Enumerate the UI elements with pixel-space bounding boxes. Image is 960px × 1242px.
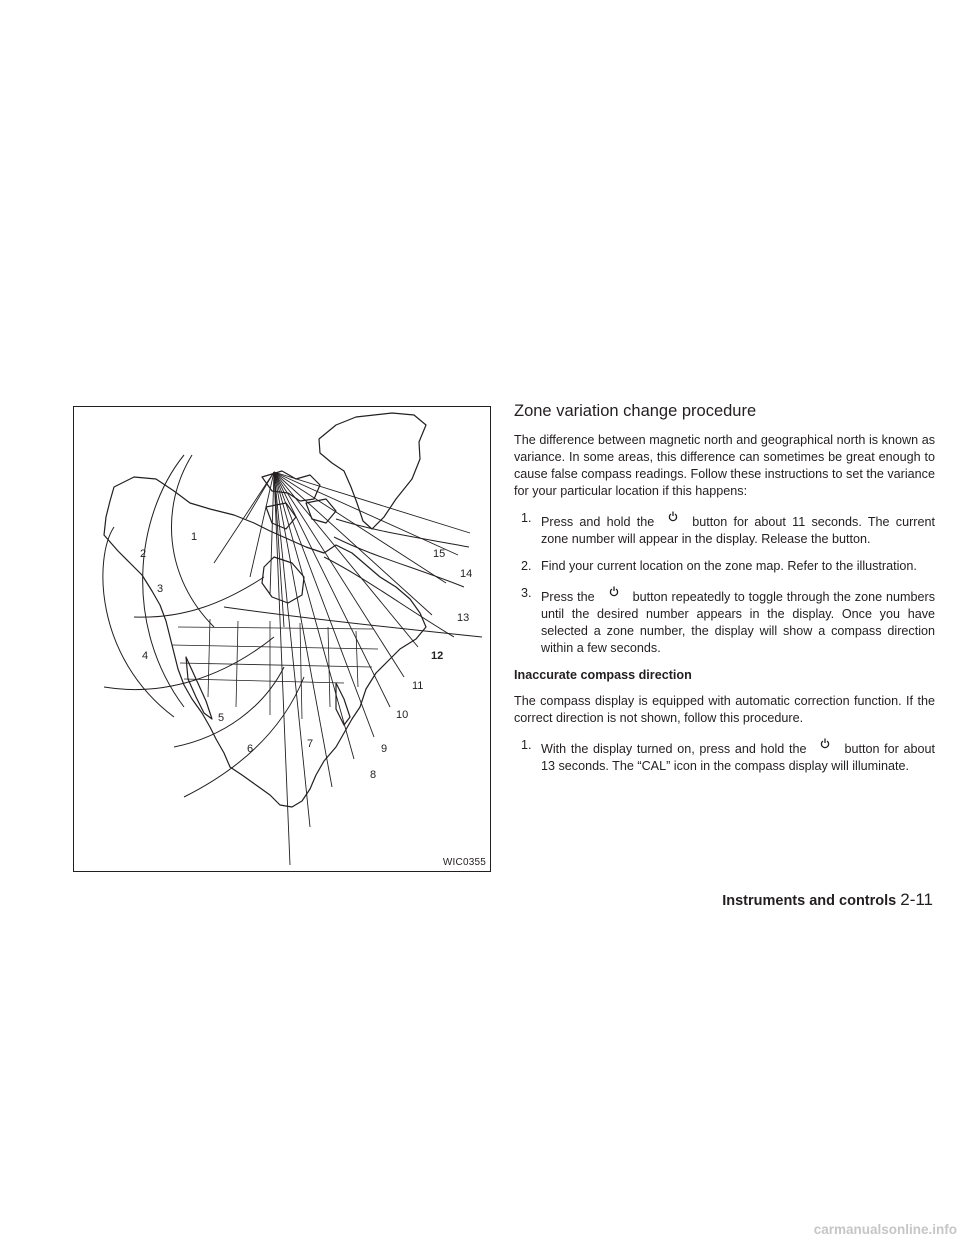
page-footer: [722, 890, 933, 910]
step-2: [514, 558, 935, 575]
power-icon: [654, 510, 692, 527]
zone-label-4: 4: [142, 650, 149, 662]
step-text-before: Press and hold the: [541, 515, 655, 529]
step-text: Find your current location on the zone map. Refer to the illustration.: [541, 559, 917, 573]
power-icon: [595, 585, 633, 602]
step-number: 3.: [521, 586, 532, 600]
figure-id-label: WIC0355: [442, 857, 486, 868]
power-icon: [806, 737, 844, 754]
page-number: 2-11: [900, 890, 933, 909]
step-text-before: With the display turned on, press and hold the: [541, 742, 807, 756]
watermark: carmanualsonline.info: [813, 1222, 957, 1237]
step-1: [514, 510, 935, 548]
footer-section-name: Instruments and controls: [722, 893, 897, 909]
zone-label-14: 14: [460, 568, 473, 580]
zone-label-8: 8: [370, 769, 377, 781]
zone-label-3: 3: [157, 583, 164, 595]
step-number: 1.: [521, 511, 532, 525]
zone-label-7: 7: [307, 738, 314, 750]
zone-map-figure: [73, 406, 491, 872]
step-text-before: Press the: [541, 590, 595, 604]
section-title: Zone variation change procedure: [514, 402, 757, 420]
subsection-steps: [514, 737, 935, 775]
subsection-title: Inaccurate compass direction: [514, 668, 692, 682]
zone-label-12: 12: [431, 650, 444, 662]
zone-label-9: 9: [381, 743, 388, 755]
zone-label-10: 10: [396, 709, 409, 721]
zone-label-6: 6: [247, 743, 254, 755]
zone-label-1: 1: [191, 531, 198, 543]
zone-label-13: 13: [457, 612, 470, 624]
step-number: 2.: [521, 559, 532, 573]
subsection-intro: The compass display is equipped with automatic correction function. If the correct direction is not shown, follow this procedure.: [514, 694, 935, 725]
step-number: 1.: [521, 738, 532, 752]
step-text-after: button for about 11 seconds. The current zone number will appear in the display. Release the button.: [541, 515, 935, 546]
step-text-after: button repeatedly to toggle through the zone numbers until the desired number appears in the display. Once you have selected a zone number, the display will show a compass direction within a few seconds.: [541, 590, 935, 655]
section-steps: [514, 510, 935, 657]
zone-label-5: 5: [218, 712, 225, 724]
zone-label-15: 15: [433, 548, 446, 560]
text-column: [514, 400, 935, 785]
step-text-after: button for about 13 seconds. The “CAL” icon in the compass display will illuminate.: [541, 742, 935, 773]
zone-map-illustration: [74, 407, 489, 870]
north-america-outline: [104, 477, 426, 807]
zone-label-11: 11: [412, 680, 424, 692]
cal-step-1: [514, 737, 935, 775]
state-borders: [172, 619, 378, 719]
section-intro: The difference between magnetic north and geographical north is known as variance. In some areas, this difference can sometimes be great enough to cause false compass readings. Follow these instructions to set the variance for your particular location if this happens:: [514, 433, 935, 498]
step-3: [514, 585, 935, 657]
zone-label-2: 2: [140, 548, 147, 560]
